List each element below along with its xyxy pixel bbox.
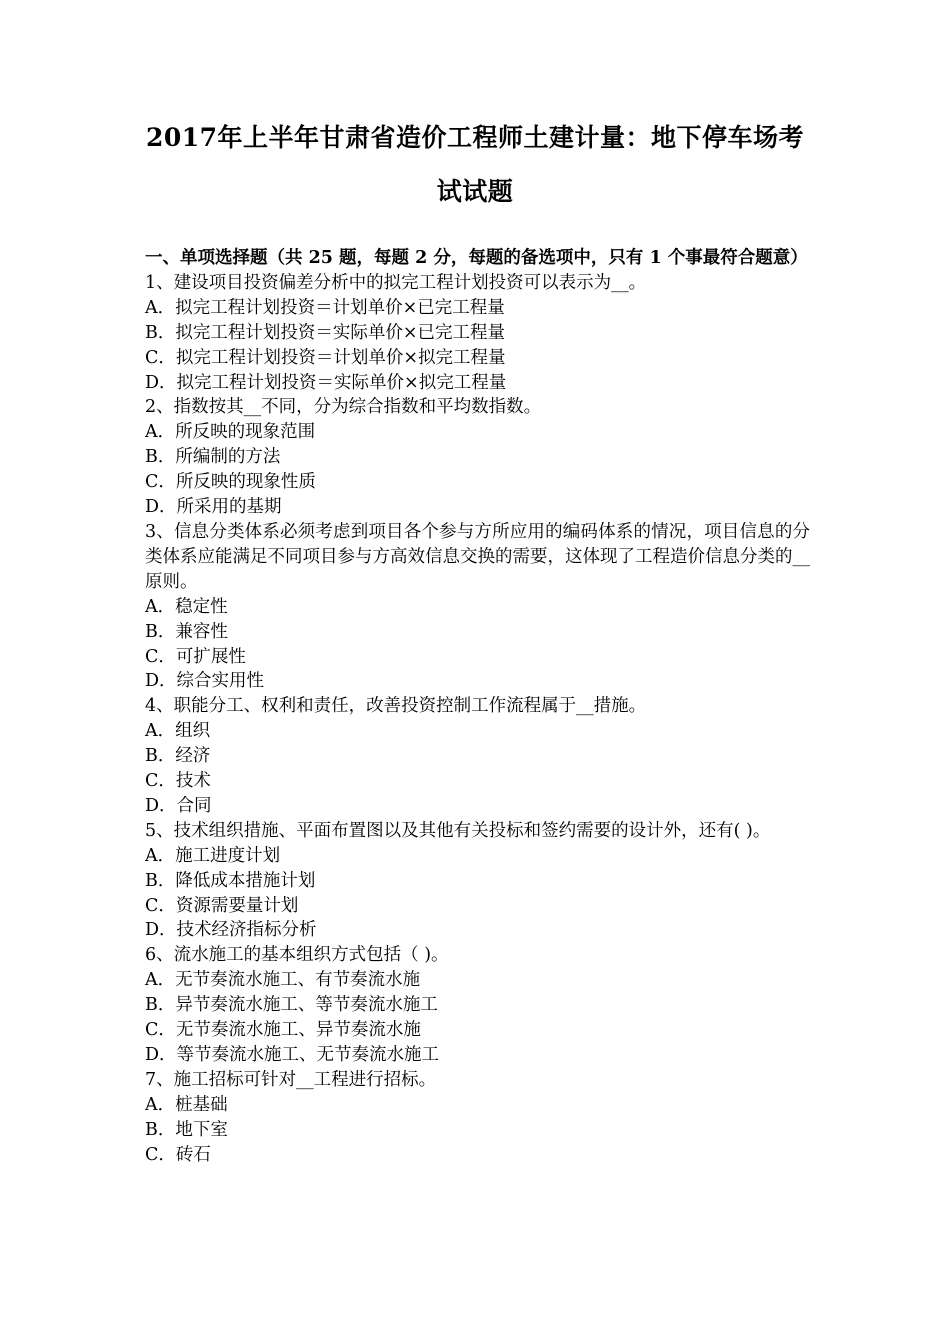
question-text: 1、建设项目投资偏差分析中的拟完工程计划投资可以表示为__。 (145, 272, 647, 293)
document-title-line2: 试试题 (436, 177, 514, 206)
answer-option: C．无节奏流水施工、异节奏流水施 (145, 1020, 421, 1041)
question-text: 6、流水施工的基本组织方式包括（ )。 (145, 945, 449, 966)
section-heading: 一、单项选择题（共 25 题，每题 2 分，每题的备选项中，只有 1 个事最符合题意） (145, 248, 808, 268)
answer-option: A．桩基础 (145, 1094, 228, 1115)
question-text: 2、指数按其__不同，分为综合指数和平均数指数。 (145, 397, 542, 418)
answer-option: B．兼容性 (145, 621, 228, 642)
question-text: 4、职能分工、权利和责任，改善投资控制工作流程属于__措施。 (145, 696, 647, 717)
answer-option: A．稳定性 (145, 596, 228, 617)
question-block (145, 819, 810, 944)
answer-option: D．所采用的基期 (145, 497, 282, 518)
document-body (145, 246, 810, 1168)
answer-option: C．资源需要量计划 (145, 895, 299, 916)
answer-option: C．技术 (145, 771, 211, 792)
question-text: 7、施工招标可针对__工程进行招标。 (145, 1069, 437, 1090)
answer-option: A．组织 (145, 721, 211, 742)
answer-option: A．拟完工程计划投资＝计划单价×已完工程量 (145, 297, 505, 318)
question-block (145, 271, 810, 396)
answer-option: D．拟完工程计划投资＝实际单价×拟完工程量 (145, 372, 507, 393)
answer-option: C．砖石 (145, 1144, 211, 1165)
answer-option: D．等节奏流水施工、无节奏流水施工 (145, 1045, 440, 1065)
answer-option: B．所编制的方法 (145, 447, 281, 468)
answer-option: C．拟完工程计划投资＝计划单价×拟完工程量 (145, 347, 506, 368)
answer-option: D．技术经济指标分析 (145, 920, 317, 941)
answer-option: A．施工进度计划 (145, 845, 281, 866)
answer-option: B．异节奏流水施工、等节奏流水施工 (145, 995, 438, 1016)
answer-option: B．拟完工程计划投资＝实际单价×已完工程量 (145, 322, 506, 343)
answer-option: B．降低成本措施计划 (145, 870, 316, 891)
question-block (145, 694, 810, 819)
answer-option: C．所反映的现象性质 (145, 472, 316, 493)
answer-option: B．地下室 (145, 1119, 228, 1140)
answer-option: B．经济 (145, 746, 211, 767)
document-title-line1: 2017年上半年甘肃省造价工程师土建计量：地下停车场考 (145, 123, 805, 152)
question-block (145, 1068, 810, 1168)
question-block (145, 943, 810, 1068)
answer-option: D．合同 (145, 795, 212, 816)
answer-option: D．综合实用性 (145, 671, 265, 692)
question-block (145, 520, 810, 694)
question-text: 5、技术组织措施、平面布置图以及其他有关投标和签约需要的设计外，还有( )。 (145, 820, 771, 841)
answer-option: C．可扩展性 (145, 646, 246, 667)
question-block (145, 395, 810, 520)
answer-option: A．所反映的现象范围 (145, 422, 316, 443)
answer-option: A．无节奏流水施工、有节奏流水施 (145, 970, 421, 991)
question-text: 3、信息分类体系必须考虑到项目各个参与方所应用的编码体系的情况，项目信息的分类体系应能满足不同项目参与方高效信息交换的需要，这体现了工程造价信息分类的__原则。 (145, 521, 810, 592)
